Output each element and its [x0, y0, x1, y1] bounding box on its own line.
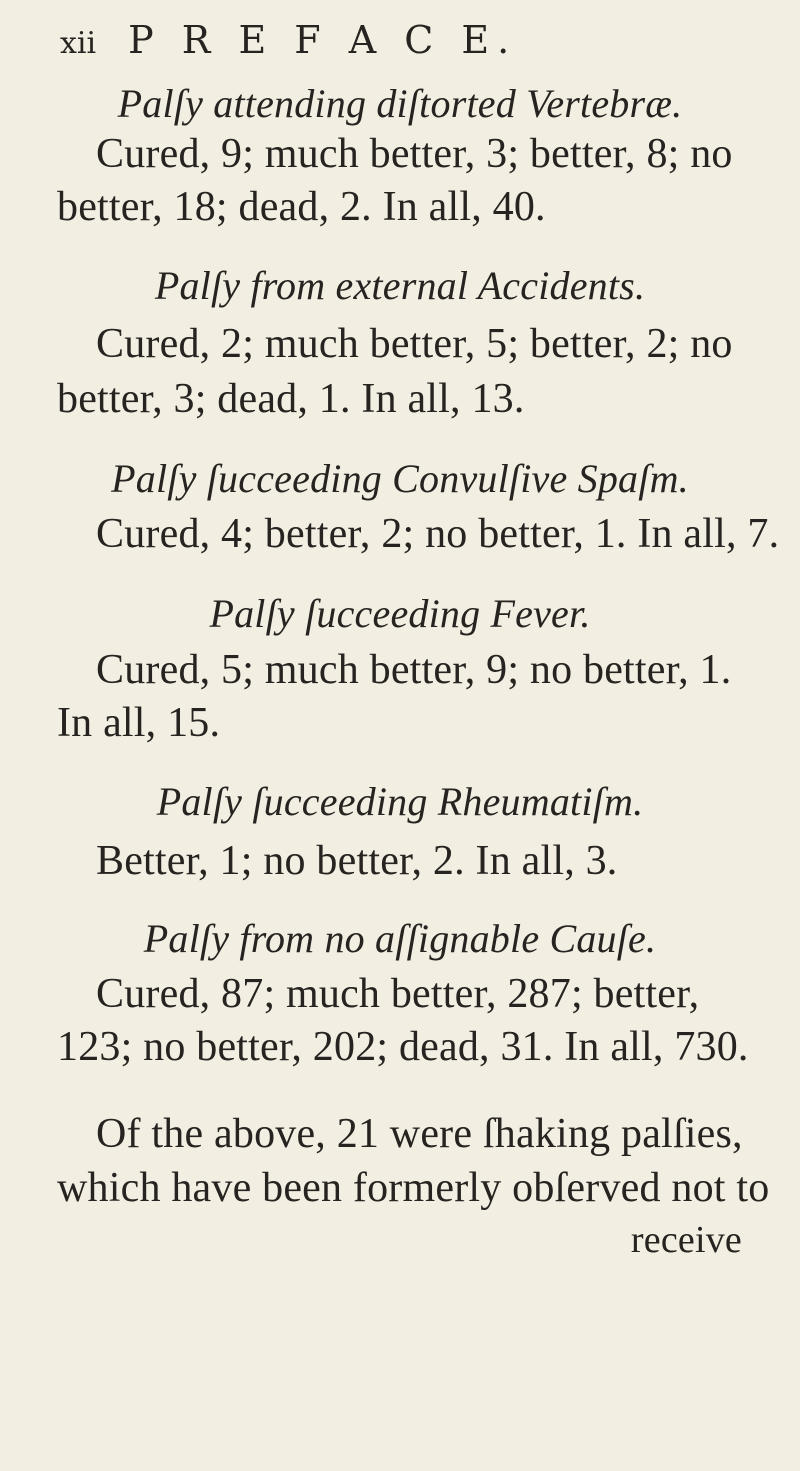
- section-text-line: Cured, 87; much better, 287; better,: [96, 971, 700, 1017]
- section-text-line: Cured, 9; much better, 3; better, 8; no: [96, 131, 733, 177]
- section-heading: Palſy ſucceeding Rheumatiſm.: [156, 779, 644, 824]
- header-title: P R E F A C E.: [128, 18, 518, 62]
- section-heading: Palſy from external Accidents.: [154, 263, 646, 308]
- catchword: receive: [630, 1219, 742, 1261]
- closing-text-line: which have been formerly obſerved not to: [57, 1165, 770, 1211]
- closing-text-line: Of the above, 21 were ſhaking palſies,: [96, 1111, 743, 1157]
- section-text-line: better, 18; dead, 2. In all, 40.: [57, 184, 546, 230]
- section-text-line: Cured, 5; much better, 9; no better, 1.: [96, 647, 732, 693]
- section-text-line: better, 3; dead, 1. In all, 13.: [57, 376, 525, 422]
- section-text-line: 123; no better, 202; dead, 31. In all, 730.: [57, 1024, 749, 1070]
- section-heading: Palſy from no aſſignable Cauſe.: [143, 916, 657, 961]
- section-text-line: Better, 1; no better, 2. In all, 3.: [96, 838, 618, 884]
- section-text-line: Cured, 2; much better, 5; better, 2; no: [96, 321, 733, 367]
- page-number: xii: [60, 26, 97, 61]
- section-text-line: In all, 15.: [57, 700, 221, 746]
- section-heading: Palſy attending diſtorted Vertebræ.: [117, 81, 683, 126]
- running-header: [60, 18, 517, 62]
- section-heading: Palſy ſucceeding Fever.: [209, 591, 591, 636]
- section-text-line: Cured, 4; better, 2; no better, 1. In all, 7.: [96, 511, 780, 557]
- section-heading: Palſy ſucceeding Convulſive Spaſm.: [111, 456, 689, 501]
